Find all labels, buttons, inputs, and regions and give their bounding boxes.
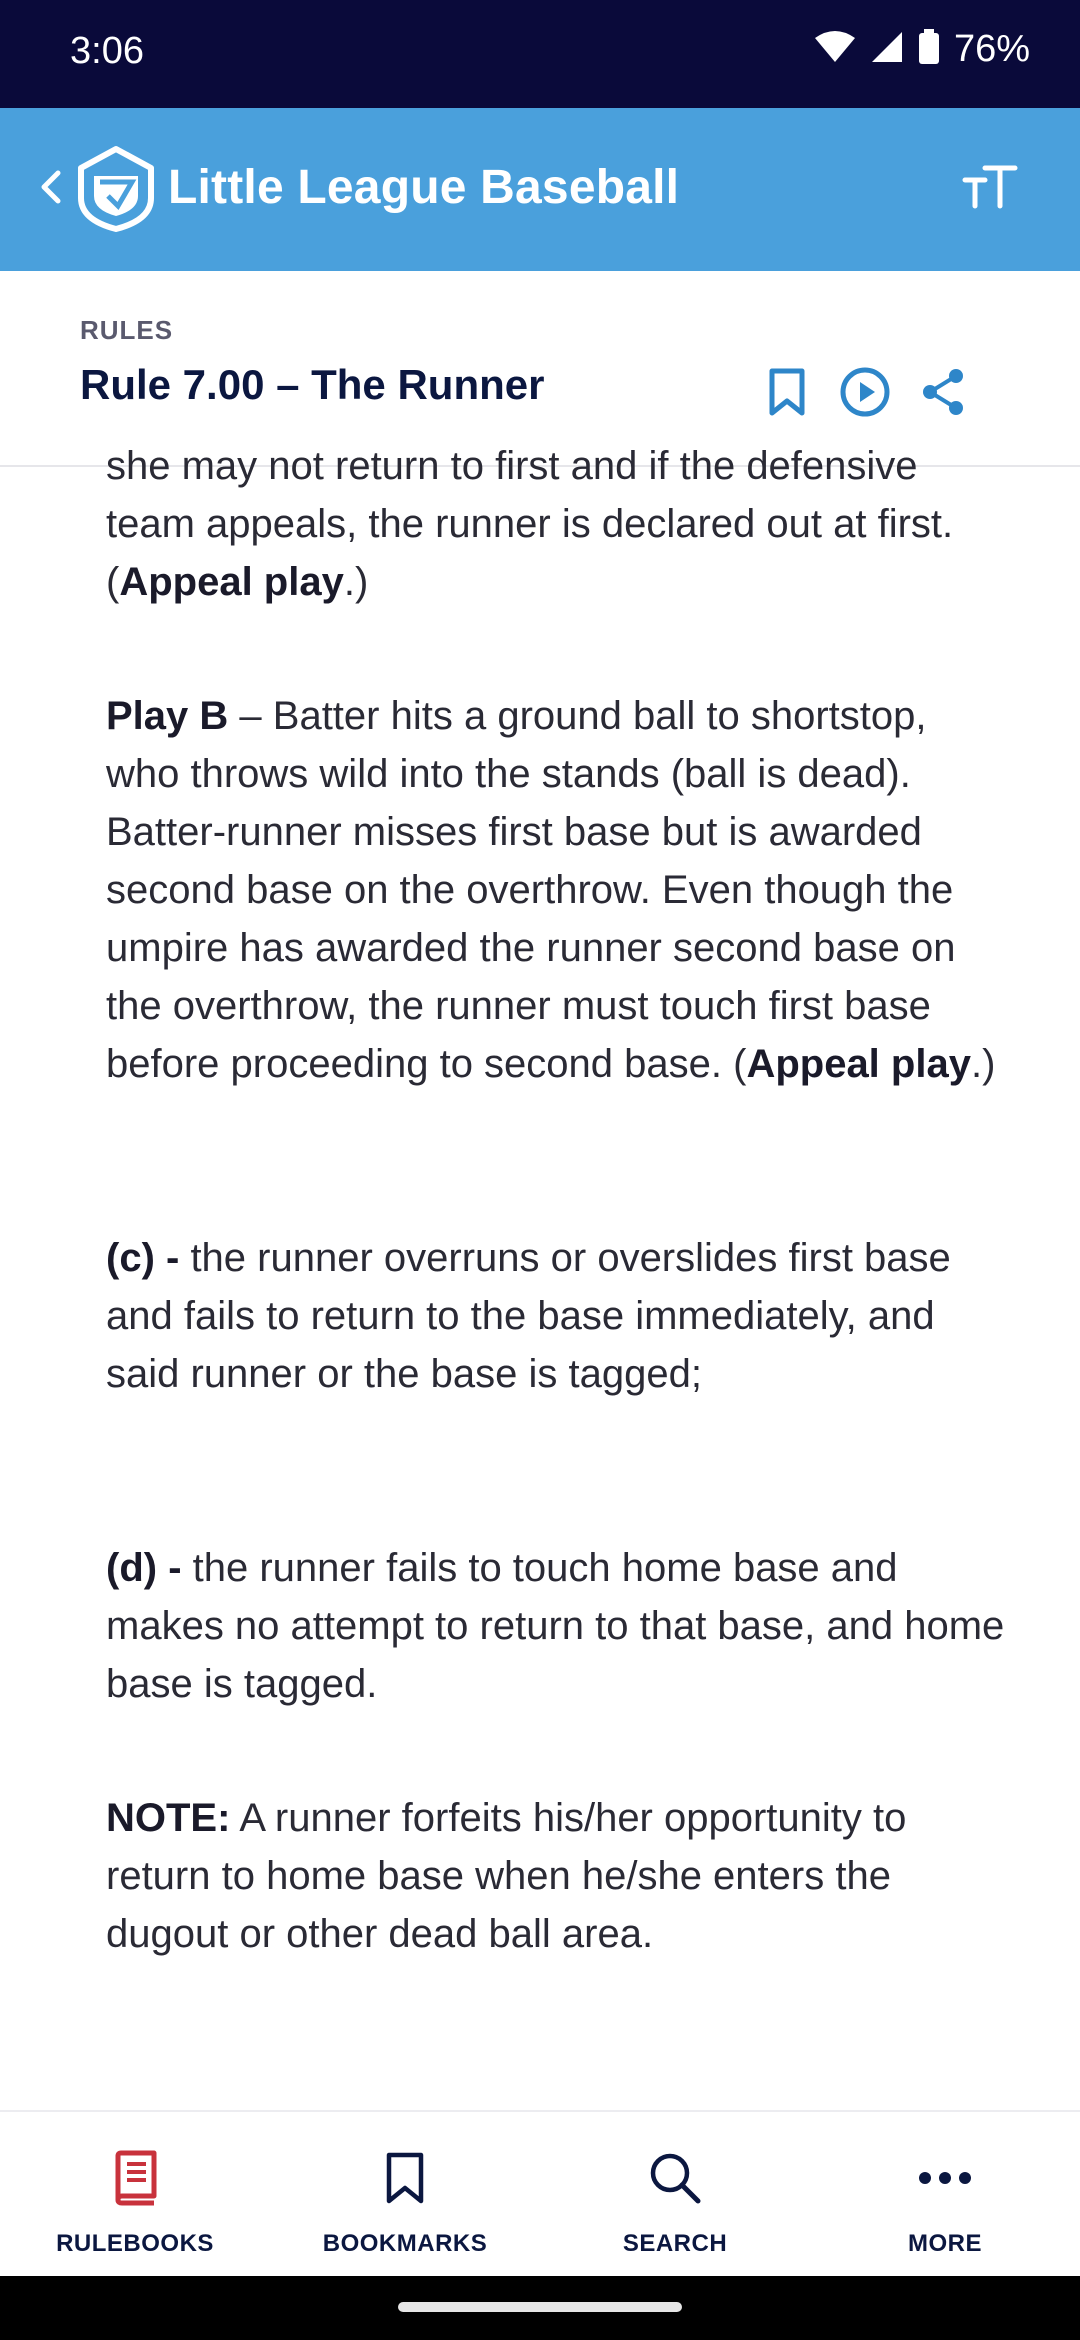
bookmark-icon <box>767 367 807 422</box>
bookmark-icon <box>375 2148 435 2208</box>
appeal-play-label: Appeal play <box>119 560 344 604</box>
rule-paragraph <box>106 437 1006 611</box>
battery-icon <box>918 29 940 70</box>
rulebook-icon <box>105 2148 165 2208</box>
bookmark-button[interactable] <box>760 367 814 421</box>
note-label: NOTE: <box>106 1796 231 1840</box>
rule-content <box>0 444 1080 2109</box>
chevron-left-icon <box>36 167 66 212</box>
appeal-play-label: Appeal play <box>746 1042 971 1086</box>
para-text: A runner forfeits his/her opportunity to return to home base when he/she enters the dugout or other dead ball area. <box>106 1796 907 1956</box>
para-text: the runner fails to touch home base and makes no attempt to return to that base, and home base is tagged. <box>106 1546 1005 1706</box>
clause-c-label: (c) - <box>106 1236 180 1280</box>
cell-signal-icon <box>870 30 904 69</box>
para-text: .) <box>970 1042 996 1086</box>
header-actions <box>760 367 970 421</box>
wifi-icon <box>814 30 856 69</box>
search-icon <box>645 2148 705 2208</box>
para-text: the runner overruns or overslides first base and fails to return to the base immediately, and said runner or the base is tagged; <box>106 1236 951 1396</box>
nav-rulebooks[interactable] <box>0 2112 270 2276</box>
home-gesture-handle[interactable] <box>398 2302 682 2312</box>
para-text: she may not return to first and if the defensive team appeals, the runner is declared out at first. ( <box>106 444 954 604</box>
play-circle-icon <box>839 366 891 423</box>
system-gesture-area <box>0 2276 1080 2340</box>
nav-label: BOOKMARKS <box>322 2230 488 2257</box>
app-bar <box>0 108 1080 271</box>
battery-percent: 76% <box>953 28 1030 70</box>
rule-paragraph-d <box>106 1539 1006 1713</box>
rule-section-label: RULES <box>80 315 174 345</box>
para-text: – Batter hits a ground ball to shortstop, who throws wild into the stands (ball is dead). Batter-runner misses first base but is awarded second base on the overthrow. Even though the umpire has awarded the runner second base on the overthrow, the runner must touch first base before proceeding to second base. ( <box>106 694 956 1086</box>
little-league-logo <box>78 146 154 232</box>
nav-label: MORE <box>908 2230 982 2257</box>
rule-paragraph-c <box>106 1229 1006 1403</box>
status-bar <box>0 0 1080 108</box>
play-b-label: Play B <box>106 694 229 738</box>
play-audio-button[interactable] <box>838 367 892 421</box>
text-size-button[interactable] <box>954 154 1024 224</box>
rule-note <box>106 1789 1006 1963</box>
share-icon <box>920 367 966 422</box>
nav-label: SEARCH <box>622 2230 728 2257</box>
rule-text-body <box>106 437 1006 2039</box>
back-button[interactable] <box>18 156 84 222</box>
para-text: .) <box>343 560 369 604</box>
text-size-icon <box>961 164 1017 215</box>
rule-paragraph-play-b <box>106 687 1006 1093</box>
nav-search[interactable] <box>540 2112 810 2276</box>
more-icon <box>915 2148 975 2208</box>
bottom-nav <box>0 2110 1080 2276</box>
status-time: 3:06 <box>70 30 144 72</box>
app-title: Little League Baseball <box>168 161 680 214</box>
clause-d-label: (d) - <box>106 1546 182 1590</box>
status-icons <box>814 28 1030 71</box>
nav-bookmarks[interactable] <box>270 2112 540 2276</box>
share-button[interactable] <box>916 367 970 421</box>
rule-title: Rule 7.00 – The Runner <box>80 361 545 408</box>
nav-more[interactable] <box>810 2112 1080 2276</box>
nav-label: RULEBOOKS <box>56 2230 214 2257</box>
